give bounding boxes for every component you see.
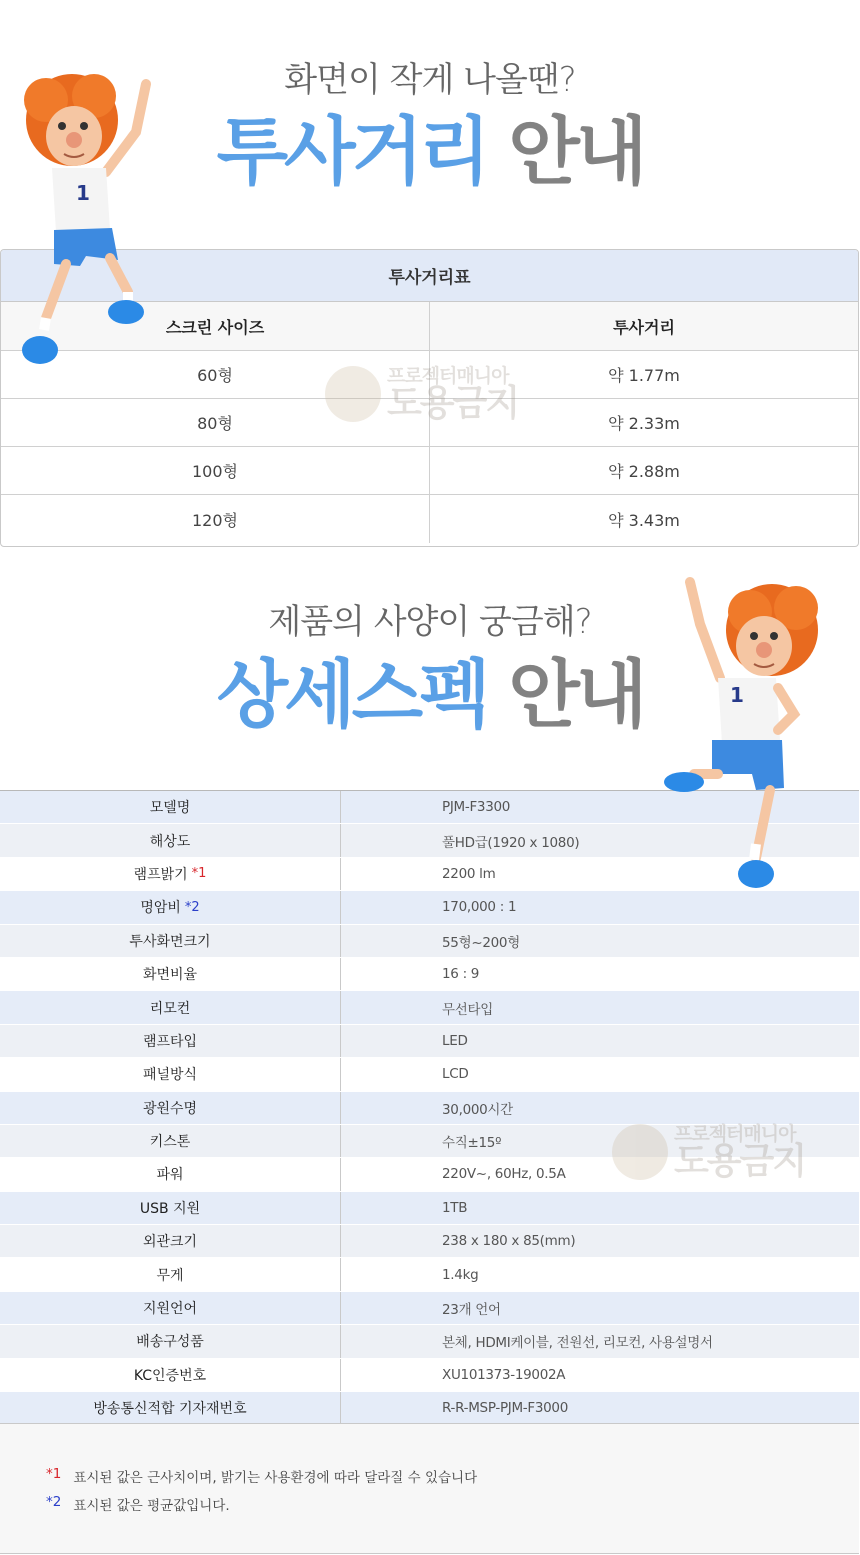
spec-value: 본체, HDMI케이블, 전원선, 리모컨, 사용설명서 xyxy=(442,1335,713,1352)
svg-text:1: 1 xyxy=(76,181,90,205)
spec-value: 2200 lm xyxy=(442,865,496,882)
spec-value: 1.4kg xyxy=(442,1266,479,1283)
table-row xyxy=(0,1292,859,1325)
footnote-2-text: 표시된 값은 평균값입니다. xyxy=(73,1498,230,1514)
spec-key-label: 램프밝기 xyxy=(133,866,188,883)
spec-key: USB 지원 xyxy=(0,1192,341,1224)
spec-key xyxy=(0,858,341,890)
throw-distance-cell: 약 2.33m xyxy=(608,414,680,433)
table-row xyxy=(0,1258,859,1291)
spec-key: 외관크기 xyxy=(0,1225,341,1257)
mascot-character-illustration xyxy=(10,60,170,370)
watermark-logo xyxy=(612,1124,805,1180)
mascot-face-icon xyxy=(612,1124,668,1180)
spec-key: 키스톤 xyxy=(0,1125,341,1157)
spec-value: LED xyxy=(442,1032,468,1049)
table-row xyxy=(0,1392,859,1425)
spec-value: 풀HD급(1920 x 1080) xyxy=(442,834,580,851)
spec-key: 모델명 xyxy=(0,791,341,823)
watermark-line1: 프로젝터매니아 xyxy=(387,364,509,387)
footnote-1-mark: *1 xyxy=(46,1466,62,1482)
table-row xyxy=(0,1359,859,1392)
spec-key-label: 명암비 xyxy=(140,900,181,917)
spec-value: 1TB xyxy=(442,1199,468,1216)
spec-key: 화면비율 xyxy=(0,958,341,990)
table-row xyxy=(0,1025,859,1058)
spec-value: R-R-MSP-PJM-F3000 xyxy=(442,1400,569,1417)
spec-value: LCD xyxy=(442,1066,469,1083)
spec-value: 23개 언어 xyxy=(442,1302,501,1319)
distance-table-caption: 투사거리표 xyxy=(1,250,858,302)
svg-text:1: 1 xyxy=(730,683,744,707)
footnote-2-mark: *2 xyxy=(46,1494,62,1510)
watermark-logo xyxy=(325,366,518,422)
section2-title-grey: 안내 xyxy=(508,652,644,738)
watermark-line1: 프로젝터매니아 xyxy=(674,1122,796,1145)
table-row xyxy=(0,1058,859,1091)
footnote-mark-2: *2 xyxy=(184,899,200,915)
spec-value: 220V~, 60Hz, 0.5A xyxy=(442,1166,566,1183)
throw-distance-cell: 약 3.43m xyxy=(608,510,680,530)
screen-size-cell: 120형 xyxy=(1,495,430,543)
table-row xyxy=(0,1092,859,1125)
table-row xyxy=(1,447,858,495)
spec-value: 수직±15º xyxy=(442,1135,502,1152)
table-row xyxy=(0,1325,859,1358)
footnote-2 xyxy=(46,1494,230,1514)
spec-value: 238 x 180 x 85(mm) xyxy=(442,1233,576,1250)
watermark-line2: 도용금지 xyxy=(387,382,519,424)
footnote-mark-1: *1 xyxy=(191,866,207,882)
spec-value: 무선타입 xyxy=(442,1001,493,1018)
screen-size-cell: 80형 xyxy=(1,399,430,446)
spec-key: 램프타입 xyxy=(0,1025,341,1057)
spec-key: KC인증번호 xyxy=(0,1359,341,1391)
table-row xyxy=(0,925,859,958)
section2-title-blue: 상세스펙 xyxy=(216,652,487,738)
spec-key: 무게 xyxy=(0,1258,341,1290)
section1-subtitle: 화면이 작게 나올땐? xyxy=(284,60,576,100)
screen-size-cell: 100형 xyxy=(1,447,430,494)
distance-col-size-header: 스크린 사이즈 xyxy=(1,302,430,350)
section1-title-grey: 안내 xyxy=(508,109,644,195)
mascot-character-illustration xyxy=(660,568,830,893)
footnote-1 xyxy=(46,1466,477,1486)
table-row xyxy=(0,958,859,991)
throw-distance-cell: 약 1.77m xyxy=(608,366,680,385)
spec-key xyxy=(0,891,341,923)
spec-value: 170,000 : 1 xyxy=(442,899,517,916)
table-row xyxy=(1,495,858,543)
spec-key: 광원수명 xyxy=(0,1092,341,1124)
screen-size-cell: 60형 xyxy=(1,351,430,398)
spec-key: 파워 xyxy=(0,1158,341,1190)
spec-value: XU101373-19002A xyxy=(442,1366,566,1383)
spec-value: 55형~200형 xyxy=(442,934,520,951)
section1-title-blue: 투사거리 xyxy=(216,109,487,195)
mascot-face-icon xyxy=(325,366,381,422)
spec-key: 지원언어 xyxy=(0,1292,341,1324)
spec-key: 해상도 xyxy=(0,824,341,856)
spec-value: 30,000시간 xyxy=(442,1101,513,1118)
spec-key: 패널방식 xyxy=(0,1058,341,1090)
section2-subtitle: 제품의 사양이 궁금해? xyxy=(268,602,592,642)
spec-key: 투사화면크기 xyxy=(0,925,341,957)
table-row xyxy=(0,1192,859,1225)
table-row xyxy=(0,991,859,1024)
spec-value: PJM-F3300 xyxy=(442,799,511,816)
footnotes-panel xyxy=(0,1423,859,1554)
spec-key: 방송통신적합 기자재번호 xyxy=(0,1392,341,1424)
table-row xyxy=(0,1225,859,1258)
footnote-1-text: 표시된 값은 근사치이며, 밝기는 사용환경에 따라 달라질 수 있습니다 xyxy=(73,1470,478,1486)
spec-value: 16 : 9 xyxy=(442,966,480,983)
throw-distance-cell: 약 2.88m xyxy=(608,462,680,481)
spec-key: 배송구성품 xyxy=(0,1325,341,1357)
distance-col-dist-header: 투사거리 xyxy=(613,317,675,337)
table-row xyxy=(0,891,859,924)
spec-key: 리모컨 xyxy=(0,991,341,1023)
watermark-line2: 도용금지 xyxy=(674,1140,806,1182)
